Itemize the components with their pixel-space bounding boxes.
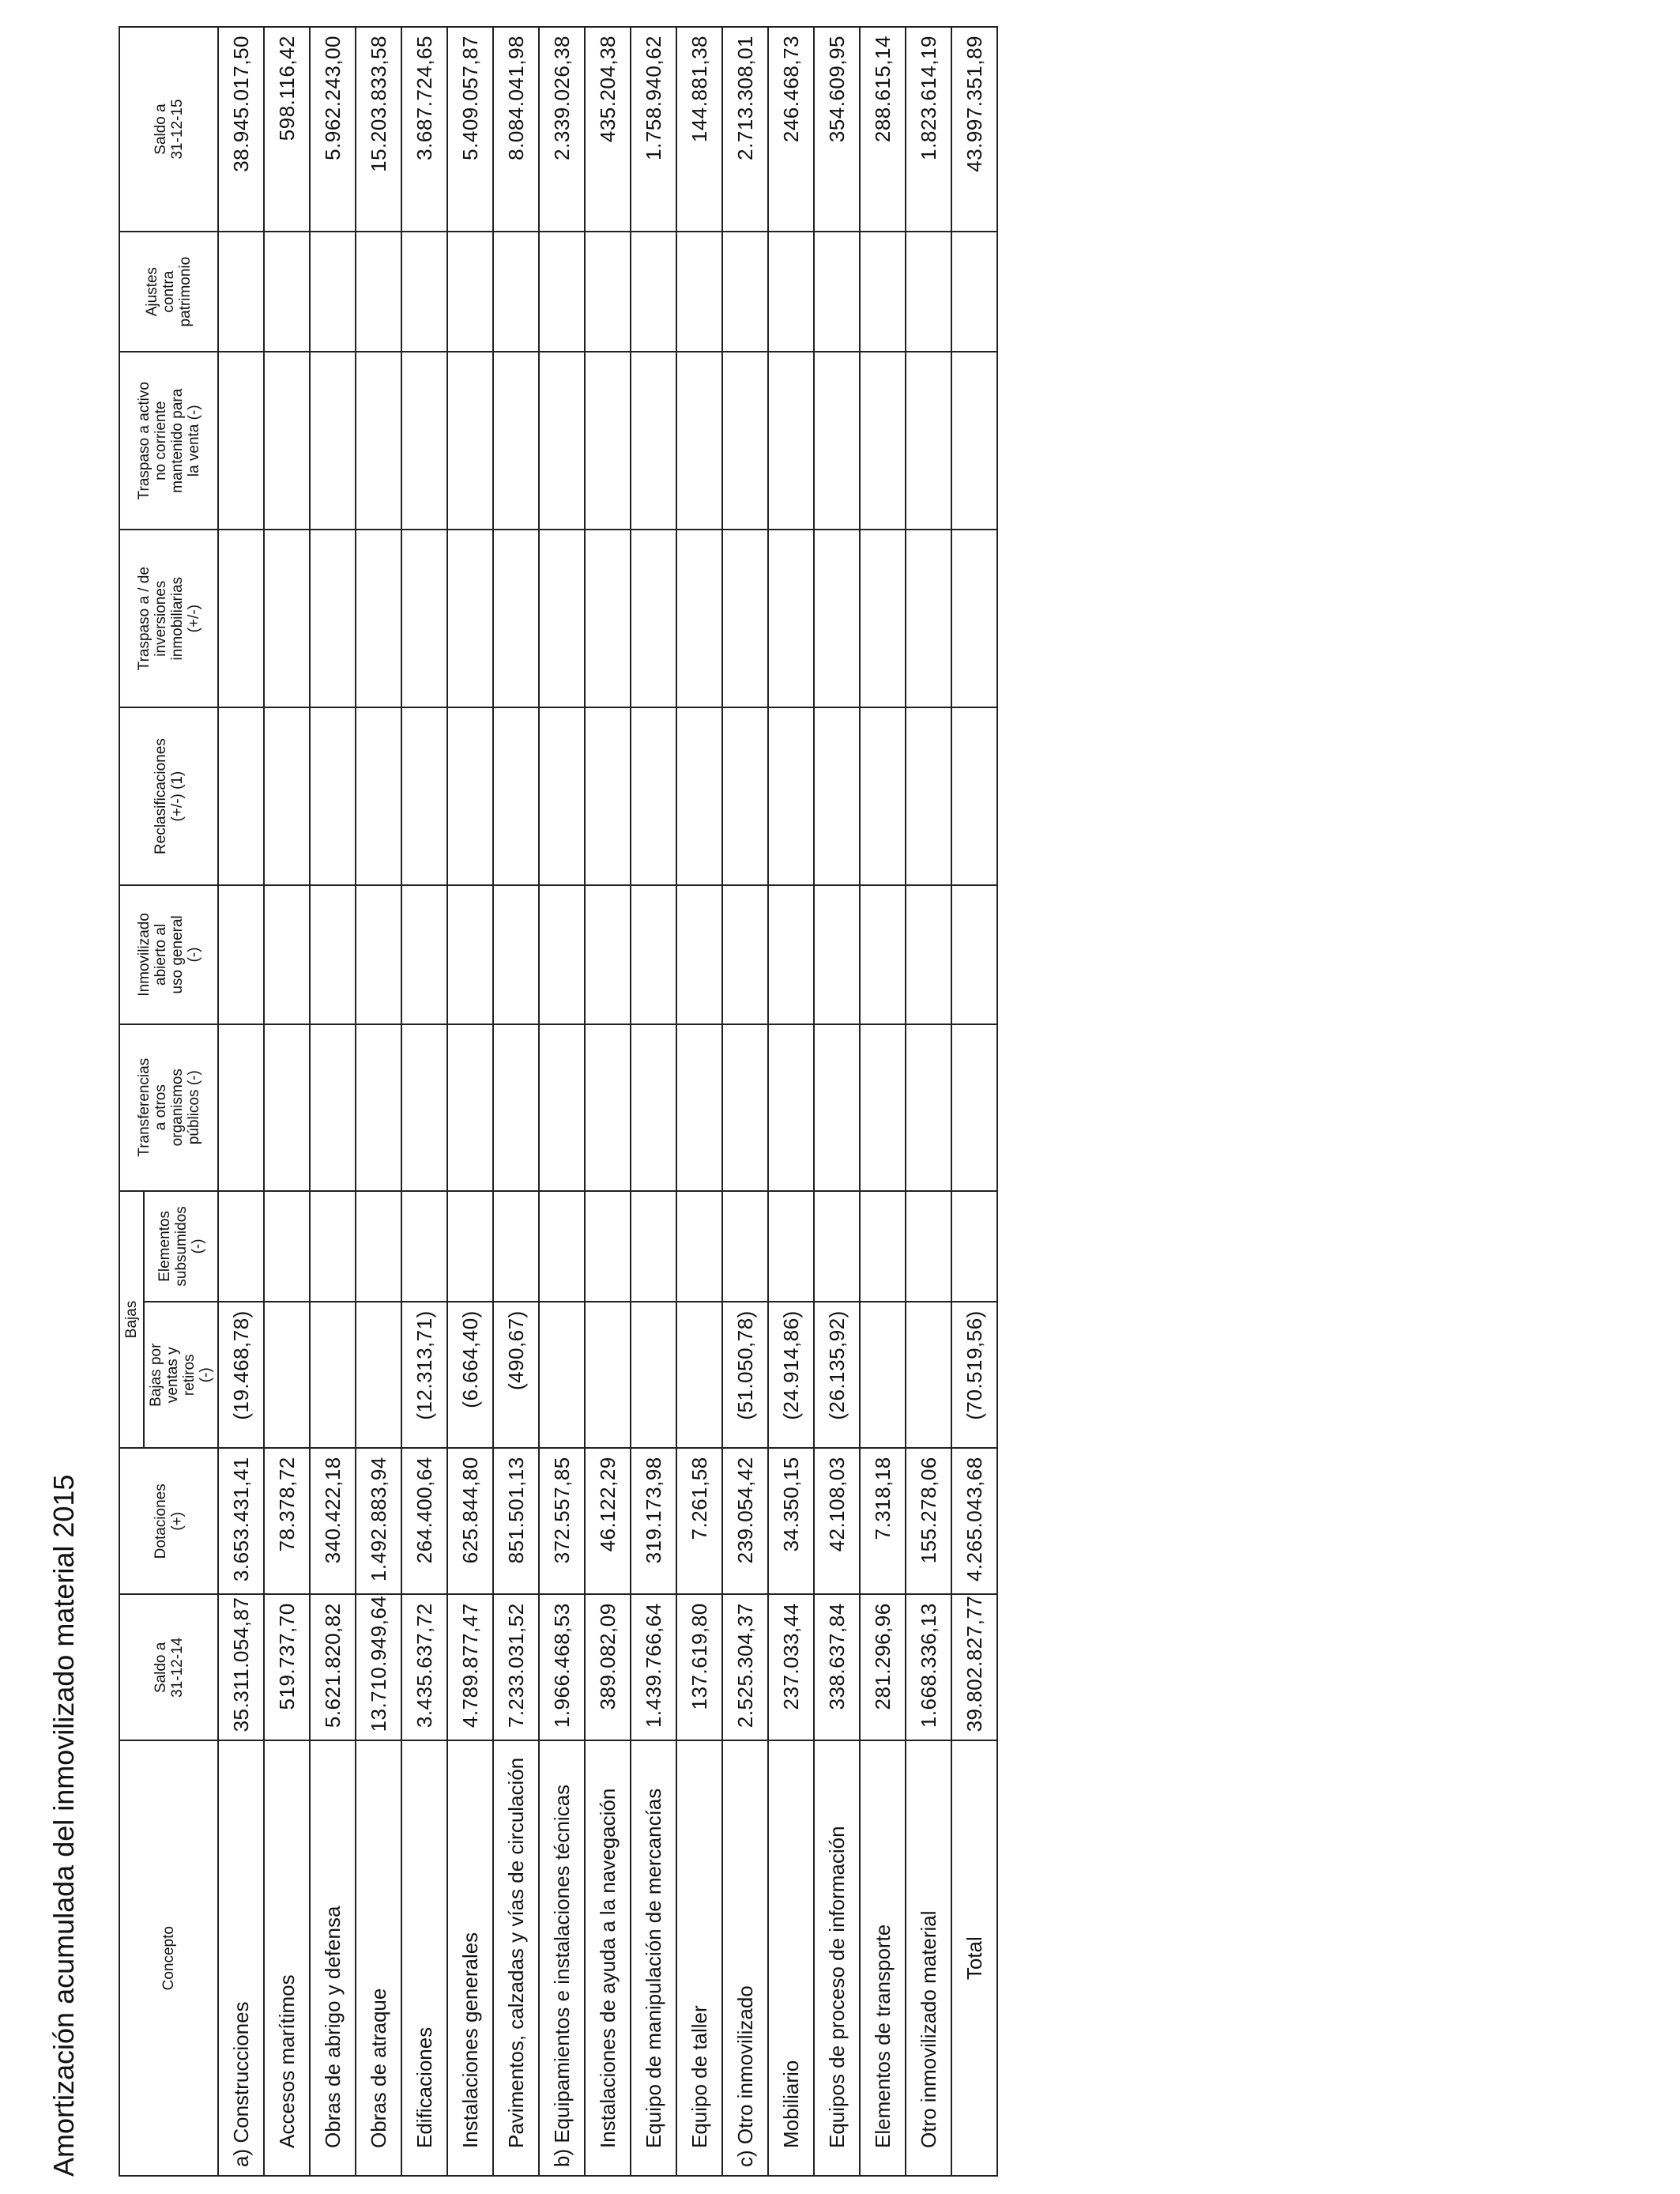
cell-transferencias: [310, 1024, 356, 1191]
cell-inmovilizado-abierto: [493, 885, 539, 1024]
cell-traspaso-activo: [951, 352, 997, 530]
cell-dotaciones: 319.173,98: [631, 1448, 676, 1594]
cell-ajustes: [264, 232, 310, 352]
cell-bajas-ventas: (490,67): [493, 1302, 539, 1448]
cell-traspaso-activo: [264, 352, 310, 530]
cell-bajas-ventas: (6.664,40): [447, 1302, 493, 1448]
cell-saldo-final: 598.116,42: [264, 27, 310, 232]
cell-reclasificaciones: [768, 707, 814, 885]
cell-dotaciones: 7.318,18: [860, 1448, 906, 1594]
cell-concepto: Accesos marítimos: [264, 1740, 310, 2176]
cell-saldo-inicial: 13.710.949,64: [356, 1594, 401, 1740]
cell-saldo-inicial: 39.802.827,77: [951, 1594, 997, 1740]
cell-elementos-subsumidos: [631, 1191, 676, 1302]
table-row: [676, 27, 722, 2176]
cell-elementos-subsumidos: [585, 1191, 631, 1302]
cell-inmovilizado-abierto: [722, 885, 768, 1024]
header-ajustes: Ajustes contra patrimonio: [119, 232, 218, 352]
cell-transferencias: [401, 1024, 447, 1191]
cell-traspaso-inversiones: [768, 530, 814, 707]
cell-saldo-inicial: 237.033,44: [768, 1594, 814, 1740]
cell-ajustes: [676, 232, 722, 352]
cell-dotaciones: 78.378,72: [264, 1448, 310, 1594]
cell-dotaciones: 372.557,85: [539, 1448, 585, 1594]
cell-saldo-final: 8.084.041,98: [493, 27, 539, 232]
table-row: [585, 27, 631, 2176]
cell-saldo-final: 1.823.614,19: [906, 27, 951, 232]
cell-traspaso-activo: [218, 352, 264, 530]
cell-ajustes: [447, 232, 493, 352]
header-bajas-ventas: Bajas por ventas y retiros (-): [144, 1302, 218, 1448]
cell-bajas-ventas: [631, 1302, 676, 1448]
cell-inmovilizado-abierto: [860, 885, 906, 1024]
cell-reclasificaciones: [906, 707, 951, 885]
cell-saldo-inicial: 35.311.054,87: [218, 1594, 264, 1740]
table-row: [814, 27, 860, 2176]
cell-traspaso-activo: [401, 352, 447, 530]
cell-reclasificaciones: [264, 707, 310, 885]
cell-traspaso-activo: [722, 352, 768, 530]
table-row: [447, 27, 493, 2176]
cell-concepto: Equipo de manipulación de mercancías: [631, 1740, 676, 2176]
cell-bajas-ventas: [310, 1302, 356, 1448]
cell-traspaso-inversiones: [264, 530, 310, 707]
cell-traspaso-activo: [768, 352, 814, 530]
cell-saldo-final: 43.997.351,89: [951, 27, 997, 232]
cell-reclasificaciones: [951, 707, 997, 885]
header-saldo-inicial: Saldo a 31-12-14: [119, 1594, 218, 1740]
cell-transferencias: [676, 1024, 722, 1191]
cell-saldo-inicial: 1.439.766,64: [631, 1594, 676, 1740]
table-row: [906, 27, 951, 2176]
cell-concepto: Pavimentos, calzadas y vías de circulación: [493, 1740, 539, 2176]
cell-saldo-final: 246.468,73: [768, 27, 814, 232]
cell-traspaso-inversiones: [218, 530, 264, 707]
cell-elementos-subsumidos: [447, 1191, 493, 1302]
cell-concepto: Elementos de transporte: [860, 1740, 906, 2176]
cell-reclasificaciones: [585, 707, 631, 885]
cell-saldo-inicial: 389.082,09: [585, 1594, 631, 1740]
cell-dotaciones: 340.422,18: [310, 1448, 356, 1594]
cell-saldo-inicial: 7.233.031,52: [493, 1594, 539, 1740]
cell-traspaso-inversiones: [814, 530, 860, 707]
cell-saldo-inicial: 1.668.336,13: [906, 1594, 951, 1740]
cell-inmovilizado-abierto: [356, 885, 401, 1024]
cell-concepto: Total: [951, 1740, 997, 2176]
cell-elementos-subsumidos: [860, 1191, 906, 1302]
cell-elementos-subsumidos: [356, 1191, 401, 1302]
header-dotaciones: Dotaciones (+): [119, 1448, 218, 1594]
cell-elementos-subsumidos: [539, 1191, 585, 1302]
page-title: Amortización acumulada del inmovilizado material 2015: [47, 1474, 80, 2177]
cell-traspaso-activo: [906, 352, 951, 530]
cell-concepto: c) Otro inmovilizado: [722, 1740, 768, 2176]
cell-reclasificaciones: [631, 707, 676, 885]
cell-inmovilizado-abierto: [631, 885, 676, 1024]
cell-traspaso-inversiones: [310, 530, 356, 707]
cell-elementos-subsumidos: [951, 1191, 997, 1302]
cell-ajustes: [356, 232, 401, 352]
cell-concepto: Obras de abrigo y defensa: [310, 1740, 356, 2176]
cell-saldo-final: 5.962.243,00: [310, 27, 356, 232]
cell-dotaciones: 155.278,06: [906, 1448, 951, 1594]
cell-bajas-ventas: [585, 1302, 631, 1448]
cell-elementos-subsumidos: [722, 1191, 768, 1302]
cell-ajustes: [906, 232, 951, 352]
cell-reclasificaciones: [860, 707, 906, 885]
cell-transferencias: [447, 1024, 493, 1191]
cell-dotaciones: 4.265.043,68: [951, 1448, 997, 1594]
cell-bajas-ventas: [539, 1302, 585, 1448]
table-row: [310, 27, 356, 2176]
cell-saldo-final: 15.203.833,58: [356, 27, 401, 232]
header-row-1: [119, 27, 144, 2176]
cell-ajustes: [310, 232, 356, 352]
cell-inmovilizado-abierto: [218, 885, 264, 1024]
cell-traspaso-inversiones: [676, 530, 722, 707]
cell-inmovilizado-abierto: [906, 885, 951, 1024]
cell-traspaso-inversiones: [539, 530, 585, 707]
cell-traspaso-activo: [814, 352, 860, 530]
cell-reclasificaciones: [722, 707, 768, 885]
cell-reclasificaciones: [310, 707, 356, 885]
cell-bajas-ventas: (51.050,78): [722, 1302, 768, 1448]
cell-traspaso-activo: [860, 352, 906, 530]
cell-bajas-ventas: [860, 1302, 906, 1448]
header-traspaso-activo: Traspaso a activo no corriente mantenido para la venta (-): [119, 352, 218, 530]
header-bajas-group: Bajas: [119, 1191, 144, 1449]
cell-saldo-inicial: 1.966.468,53: [539, 1594, 585, 1740]
cell-transferencias: [951, 1024, 997, 1191]
cell-concepto: Equipos de proceso de información: [814, 1740, 860, 2176]
cell-dotaciones: 625.844,80: [447, 1448, 493, 1594]
cell-dotaciones: 3.653.431,41: [218, 1448, 264, 1594]
table-row: [768, 27, 814, 2176]
cell-reclasificaciones: [814, 707, 860, 885]
table-row: [722, 27, 768, 2176]
cell-saldo-inicial: 519.737,70: [264, 1594, 310, 1740]
table-body: [218, 27, 997, 2176]
cell-elementos-subsumidos: [310, 1191, 356, 1302]
cell-saldo-final: 288.615,14: [860, 27, 906, 232]
cell-traspaso-inversiones: [401, 530, 447, 707]
cell-ajustes: [401, 232, 447, 352]
cell-elementos-subsumidos: [218, 1191, 264, 1302]
cell-dotaciones: 46.122,29: [585, 1448, 631, 1594]
cell-bajas-ventas: [676, 1302, 722, 1448]
cell-reclasificaciones: [539, 707, 585, 885]
cell-ajustes: [539, 232, 585, 352]
cell-reclasificaciones: [493, 707, 539, 885]
cell-bajas-ventas: (70.519,56): [951, 1302, 997, 1448]
cell-transferencias: [264, 1024, 310, 1191]
cell-saldo-final: 144.881,38: [676, 27, 722, 232]
cell-traspaso-activo: [356, 352, 401, 530]
cell-saldo-final: 1.758.940,62: [631, 27, 676, 232]
cell-concepto: Equipo de taller: [676, 1740, 722, 2176]
header-elementos-subsumidos: Elementos subsumidos (-): [144, 1191, 218, 1302]
cell-saldo-inicial: 137.619,80: [676, 1594, 722, 1740]
cell-reclasificaciones: [356, 707, 401, 885]
cell-ajustes: [768, 232, 814, 352]
cell-elementos-subsumidos: [264, 1191, 310, 1302]
cell-transferencias: [906, 1024, 951, 1191]
table-row: [493, 27, 539, 2176]
total-row: [951, 27, 997, 2176]
cell-dotaciones: 264.400,64: [401, 1448, 447, 1594]
table-row: [356, 27, 401, 2176]
cell-transferencias: [585, 1024, 631, 1191]
cell-saldo-inicial: 4.789.877,47: [447, 1594, 493, 1740]
cell-saldo-inicial: 2.525.304,37: [722, 1594, 768, 1740]
cell-bajas-ventas: (19.468,78): [218, 1302, 264, 1448]
cell-dotaciones: 42.108,03: [814, 1448, 860, 1594]
cell-saldo-final: 435.204,38: [585, 27, 631, 232]
cell-traspaso-inversiones: [906, 530, 951, 707]
cell-concepto: Mobiliario: [768, 1740, 814, 2176]
cell-traspaso-inversiones: [585, 530, 631, 707]
cell-dotaciones: 34.350,15: [768, 1448, 814, 1594]
cell-transferencias: [814, 1024, 860, 1191]
cell-saldo-final: 3.687.724,65: [401, 27, 447, 232]
header-reclasificaciones: Reclasificaciones (+/-) (1): [119, 707, 218, 885]
cell-traspaso-activo: [310, 352, 356, 530]
header-traspaso-inversiones: Traspaso a / de inversiones inmobiliarias (+/-): [119, 530, 218, 707]
cell-ajustes: [951, 232, 997, 352]
cell-traspaso-inversiones: [631, 530, 676, 707]
table-row: [264, 27, 310, 2176]
cell-saldo-inicial: 3.435.637,72: [401, 1594, 447, 1740]
cell-inmovilizado-abierto: [264, 885, 310, 1024]
cell-transferencias: [631, 1024, 676, 1191]
cell-traspaso-activo: [539, 352, 585, 530]
cell-traspaso-activo: [493, 352, 539, 530]
cell-bajas-ventas: (24.914,86): [768, 1302, 814, 1448]
cell-concepto: Obras de atraque: [356, 1740, 401, 2176]
table-row: [401, 27, 447, 2176]
cell-transferencias: [539, 1024, 585, 1191]
cell-transferencias: [722, 1024, 768, 1191]
cell-ajustes: [218, 232, 264, 352]
cell-saldo-final: 2.339.026,38: [539, 27, 585, 232]
cell-ajustes: [814, 232, 860, 352]
cell-bajas-ventas: (26.135,92): [814, 1302, 860, 1448]
cell-ajustes: [631, 232, 676, 352]
cell-concepto: Edificaciones: [401, 1740, 447, 2176]
cell-reclasificaciones: [447, 707, 493, 885]
cell-bajas-ventas: [356, 1302, 401, 1448]
cell-transferencias: [218, 1024, 264, 1191]
cell-reclasificaciones: [676, 707, 722, 885]
cell-inmovilizado-abierto: [447, 885, 493, 1024]
cell-inmovilizado-abierto: [814, 885, 860, 1024]
cell-reclasificaciones: [218, 707, 264, 885]
cell-bajas-ventas: (12.313,71): [401, 1302, 447, 1448]
table-row: [860, 27, 906, 2176]
cell-ajustes: [493, 232, 539, 352]
cell-traspaso-activo: [585, 352, 631, 530]
cell-dotaciones: 7.261,58: [676, 1448, 722, 1594]
cell-dotaciones: 1.492.883,94: [356, 1448, 401, 1594]
cell-elementos-subsumidos: [768, 1191, 814, 1302]
cell-traspaso-inversiones: [722, 530, 768, 707]
cell-inmovilizado-abierto: [585, 885, 631, 1024]
header-inmovilizado-abierto: Inmovilizado abierto al uso general (-): [119, 885, 218, 1024]
cell-reclasificaciones: [401, 707, 447, 885]
cell-inmovilizado-abierto: [676, 885, 722, 1024]
cell-traspaso-inversiones: [493, 530, 539, 707]
cell-traspaso-activo: [631, 352, 676, 530]
cell-dotaciones: 851.501,13: [493, 1448, 539, 1594]
cell-concepto: a) Construcciones: [218, 1740, 264, 2176]
cell-bajas-ventas: [264, 1302, 310, 1448]
cell-transferencias: [356, 1024, 401, 1191]
cell-concepto: Otro inmovilizado material: [906, 1740, 951, 2176]
cell-saldo-final: 354.609,95: [814, 27, 860, 232]
cell-concepto: Instalaciones generales: [447, 1740, 493, 2176]
cell-inmovilizado-abierto: [768, 885, 814, 1024]
amortization-table: [119, 26, 998, 2177]
cell-saldo-final: 2.713.308,01: [722, 27, 768, 232]
cell-transferencias: [768, 1024, 814, 1191]
cell-ajustes: [860, 232, 906, 352]
cell-ajustes: [722, 232, 768, 352]
cell-elementos-subsumidos: [906, 1191, 951, 1302]
cell-elementos-subsumidos: [676, 1191, 722, 1302]
cell-concepto: b) Equipamientos e instalaciones técnicas: [539, 1740, 585, 2176]
cell-transferencias: [860, 1024, 906, 1191]
cell-traspaso-inversiones: [951, 530, 997, 707]
cell-saldo-inicial: 281.296,96: [860, 1594, 906, 1740]
cell-inmovilizado-abierto: [951, 885, 997, 1024]
cell-saldo-inicial: 338.637,84: [814, 1594, 860, 1740]
cell-traspaso-inversiones: [447, 530, 493, 707]
table-row: [631, 27, 676, 2176]
cell-bajas-ventas: [906, 1302, 951, 1448]
cell-traspaso-inversiones: [356, 530, 401, 707]
table-row: [539, 27, 585, 2176]
cell-concepto: Instalaciones de ayuda a la navegación: [585, 1740, 631, 2176]
header-transferencias: Transferencias a otros organismos públicos (-): [119, 1024, 218, 1191]
cell-traspaso-inversiones: [860, 530, 906, 707]
table-row: [218, 27, 264, 2176]
cell-saldo-inicial: 5.621.820,82: [310, 1594, 356, 1740]
cell-saldo-final: 5.409.057,87: [447, 27, 493, 232]
cell-saldo-final: 38.945.017,50: [218, 27, 264, 232]
cell-traspaso-activo: [676, 352, 722, 530]
cell-inmovilizado-abierto: [310, 885, 356, 1024]
cell-ajustes: [585, 232, 631, 352]
cell-dotaciones: 239.054,42: [722, 1448, 768, 1594]
cell-elementos-subsumidos: [814, 1191, 860, 1302]
cell-elementos-subsumidos: [401, 1191, 447, 1302]
header-saldo-final: Saldo a 31-12-15: [119, 27, 218, 232]
cell-elementos-subsumidos: [493, 1191, 539, 1302]
cell-traspaso-activo: [447, 352, 493, 530]
cell-inmovilizado-abierto: [401, 885, 447, 1024]
header-concepto: Concepto: [119, 1740, 218, 2176]
cell-transferencias: [493, 1024, 539, 1191]
cell-inmovilizado-abierto: [539, 885, 585, 1024]
